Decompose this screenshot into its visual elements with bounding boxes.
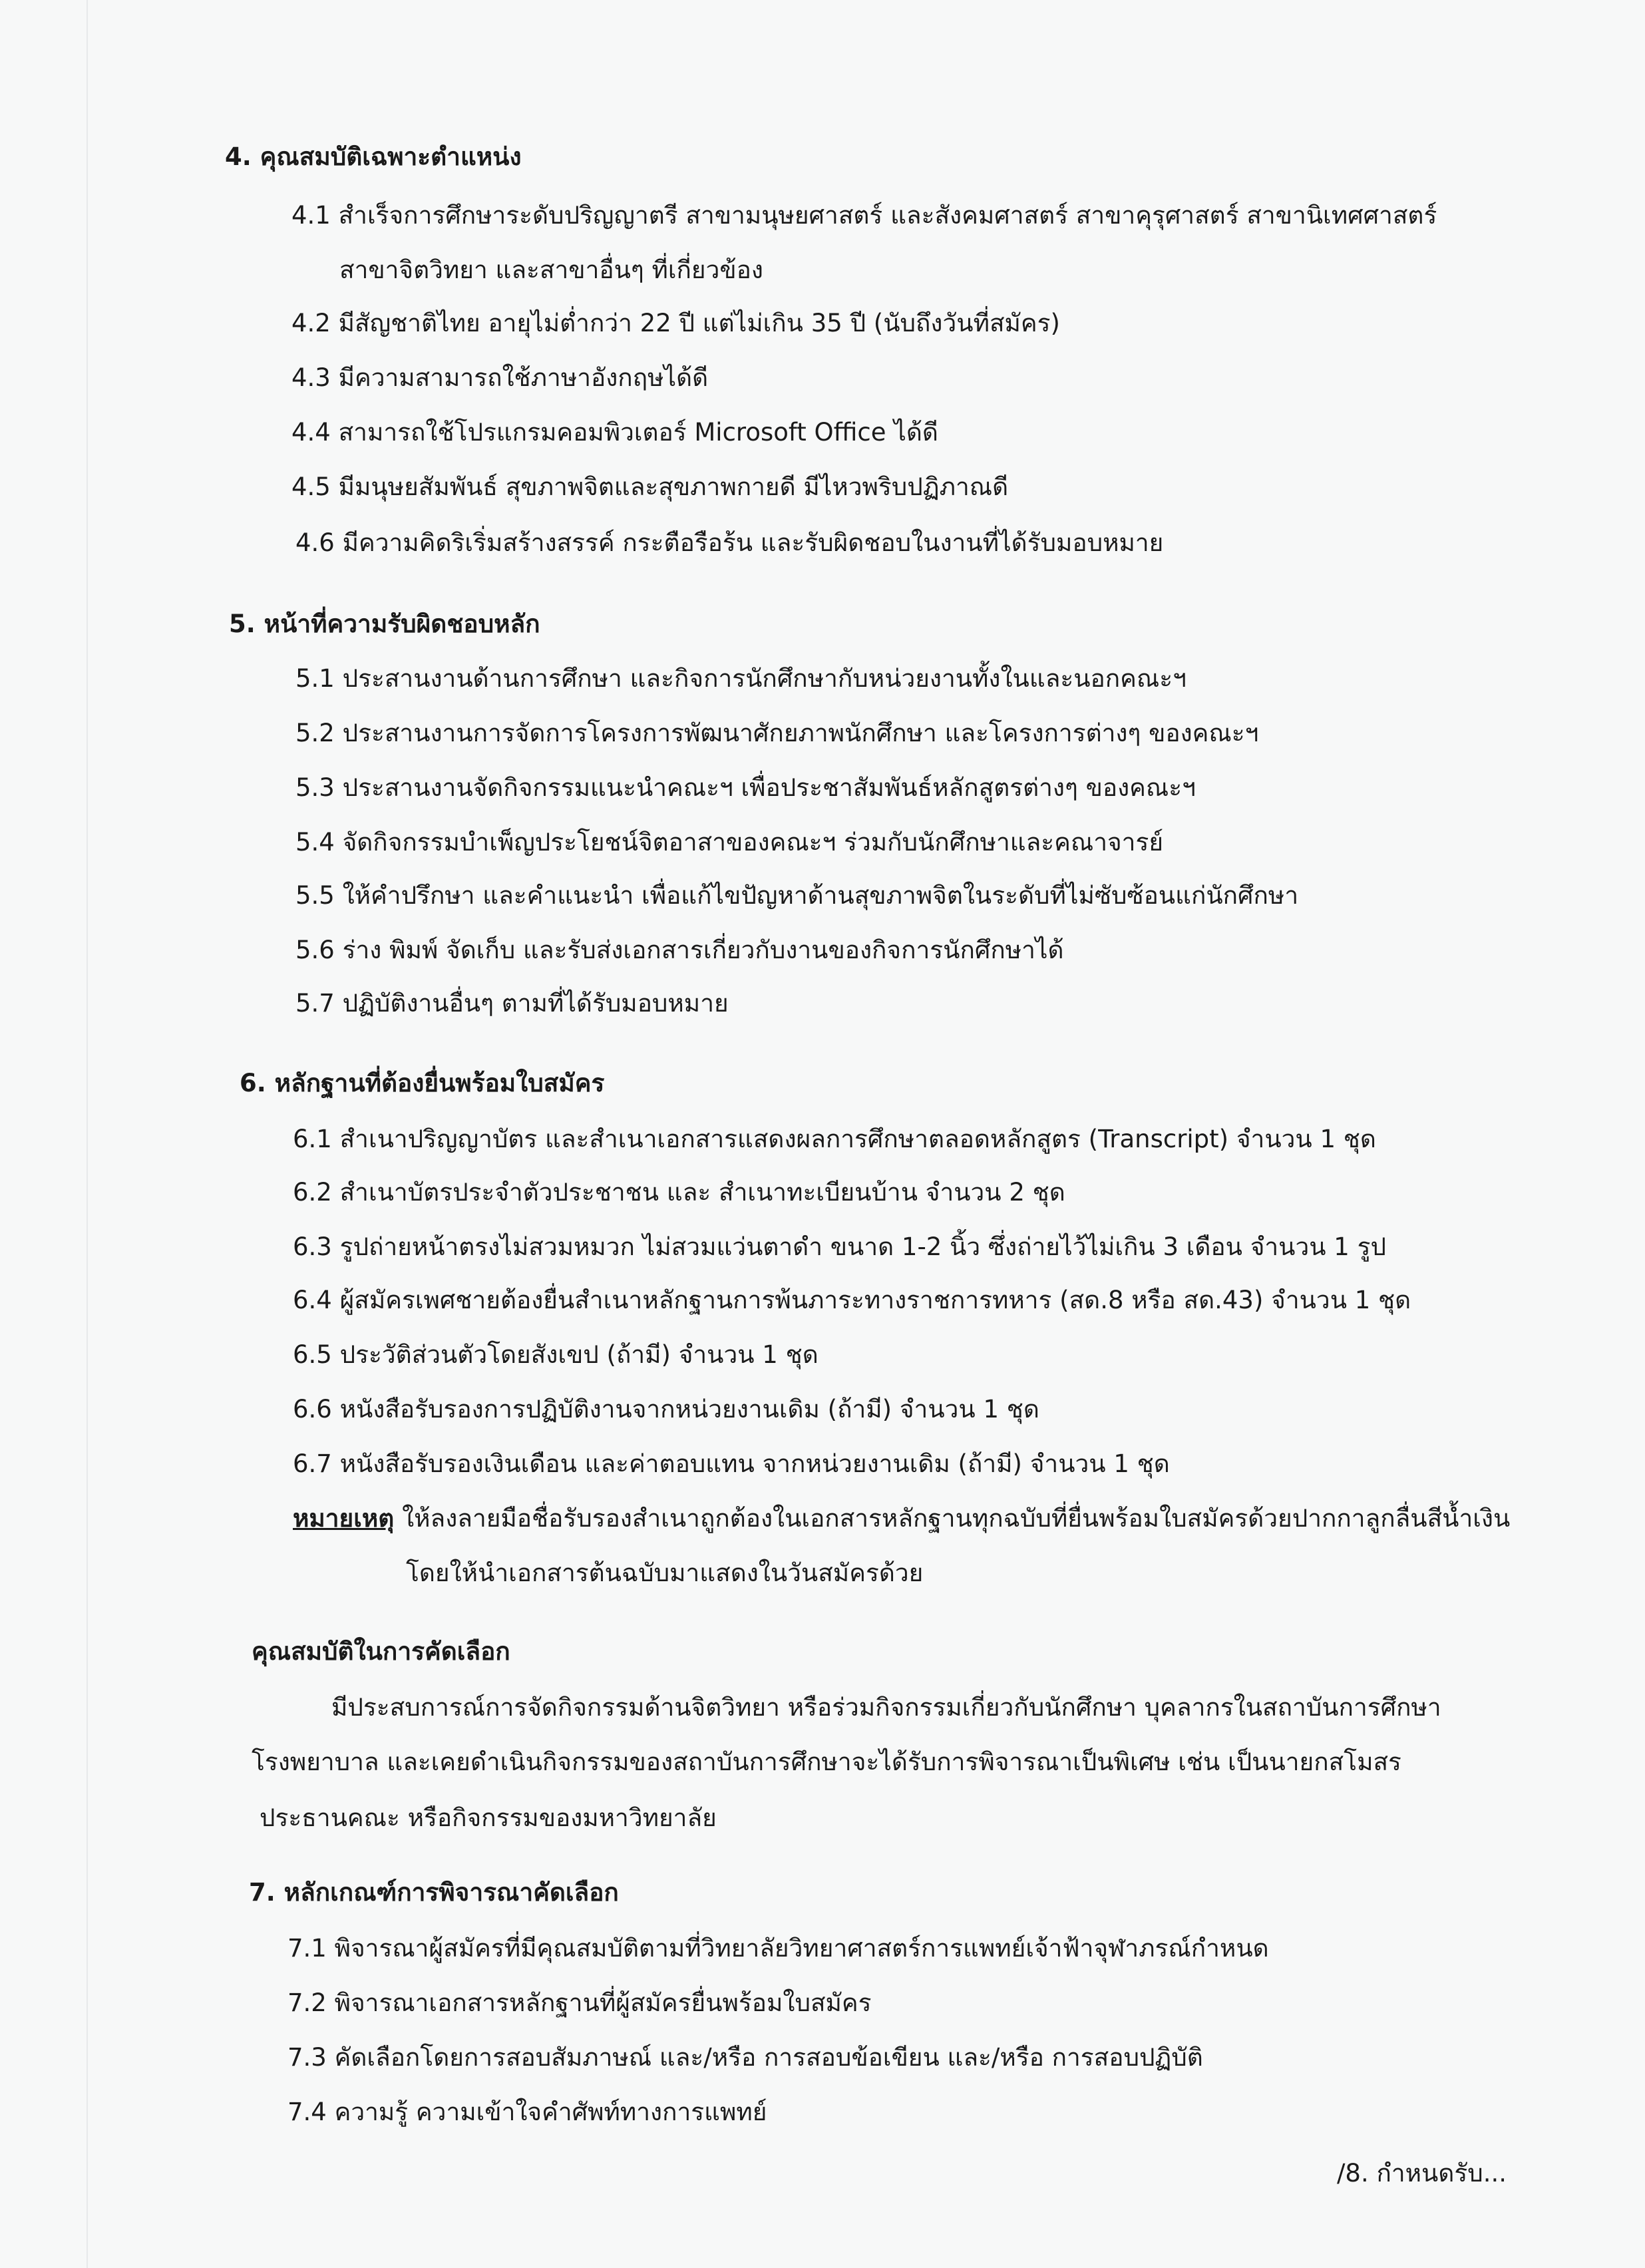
item-7-4: 7.4 ความรู้ ความเข้าใจคำศัพท์ทางการแพทย์: [287, 2098, 767, 2126]
item-7-1: 7.1 พิจารณาผู้สมัครที่มีคุณสมบัติตามที่วิทยาลัยวิทยาศาสตร์การแพทย์เจ้าฟ้าจุฬาภรณ์กำหนด: [287, 1934, 1269, 1963]
item-6-2: 6.2 สำเนาบัตรประจำตัวประชาชน และ สำเนาทะเบียนบ้าน จำนวน 2 ชุด: [293, 1178, 1065, 1207]
note-line-2: โดยให้นำเอกสารต้นฉบับมาแสดงในวันสมัครด้วย: [406, 1559, 924, 1587]
note-label: หมายเหตุ: [293, 1504, 395, 1533]
note-text: ให้ลงลายมือชื่อรับรองสำเนาถูกต้องในเอกสารหลักฐานทุกฉบับที่ยื่นพร้อมใบสมัครด้วยปากกาลูกลื่นสีน้ำเงิน: [394, 1504, 1511, 1533]
item-6-6: 6.6 หนังสือรับรองการปฏิบัติงานจากหน่วยงานเดิม (ถ้ามี) จำนวน 1 ชุด: [293, 1395, 1039, 1423]
continuation-marker: /8. กำหนดรับ...: [1336, 2159, 1507, 2187]
item-4-3: 4.3 มีความสามารถใช้ภาษาอังกฤษได้ดี: [291, 363, 709, 392]
selection-line-1: มีประสบการณ์การจัดกิจกรรมด้านจิตวิทยา หรือร่วมกิจกรรมเกี่ยวกับนักศึกษา บุคลากรในสถาบันการศึกษา: [331, 1693, 1441, 1722]
item-4-6: 4.6 มีความคิดริเริ่มสร้างสรรค์ กระตือรือร้น และรับผิดชอบในงานที่ได้รับมอบหมาย: [295, 528, 1164, 557]
item-4-4: 4.4 สามารถใช้โปรแกรมคอมพิวเตอร์ Microsoft Office ได้ดี: [291, 418, 938, 447]
section-5-heading: 5. หน้าที่ความรับผิดชอบหลัก: [229, 610, 540, 638]
selection-line-3: ประธานคณะ หรือกิจกรรมของมหาวิทยาลัย: [260, 1803, 717, 1832]
item-6-3: 6.3 รูปถ่ายหน้าตรงไม่สวมหมวก ไม่สวมแว่นตาดำ ขนาด 1-2 นิ้ว ซึ่งถ่ายไว้ไม่เกิน 3 เดือน จำนวน 1 รูป: [293, 1232, 1386, 1261]
item-7-3: 7.3 คัดเลือกโดยการสอบสัมภาษณ์ และ/หรือ การสอบข้อเขียน และ/หรือ การสอบปฏิบัติ: [287, 2043, 1203, 2072]
item-6-4: 6.4 ผู้สมัครเพศชายต้องยื่นสำเนาหลักฐานการพ้นภาระทางราชการทหาร (สด.8 หรือ สด.43) จำนวน 1 ชุด: [293, 1286, 1411, 1314]
item-4-2: 4.2 มีสัญชาติไทย อายุไม่ต่ำกว่า 22 ปี แต่ไม่เกิน 35 ปี (นับถึงวันที่สมัคร): [291, 309, 1060, 337]
item-4-1-cont: สาขาจิตวิทยา และสาขาอื่นๆ ที่เกี่ยวข้อง: [339, 256, 763, 284]
selection-line-2: โรงพยาบาล และเคยดำเนินกิจกรรมของสถาบันการศึกษาจะได้รับการพิจารณาเป็นพิเศษ เช่น เป็นนายกสโมสร: [252, 1748, 1401, 1776]
item-4-1: 4.1 สำเร็จการศึกษาระดับปริญญาตรี สาขามนุษยศาสตร์ และสังคมศาสตร์ สาขาคุรุศาสตร์ สาขานิเทศศาสตร์: [291, 201, 1437, 230]
item-5-7: 5.7 ปฏิบัติงานอื่นๆ ตามที่ได้รับมอบหมาย: [295, 989, 729, 1018]
note-line-1: [293, 1499, 1510, 1539]
item-7-2: 7.2 พิจารณาเอกสารหลักฐานที่ผู้สมัครยื่นพร้อมใบสมัคร: [287, 1988, 872, 2017]
item-5-6: 5.6 ร่าง พิมพ์ จัดเก็บ และรับส่งเอกสารเกี่ยวกับงานของกิจการนักศึกษาได้: [295, 936, 1064, 964]
item-5-4: 5.4 จัดกิจกรรมบำเพ็ญประโยชน์จิตอาสาของคณะฯ ร่วมกับนักศึกษาและคณาจารย์: [295, 828, 1164, 856]
item-5-5: 5.5 ให้คำปรึกษา และคำแนะนำ เพื่อแก้ไขปัญหาด้านสุขภาพจิตในระดับที่ไม่ซับซ้อนแก่นักศึกษา: [295, 881, 1299, 910]
item-6-7: 6.7 หนังสือรับรองเงินเดือน และค่าตอบแทน จากหน่วยงานเดิม (ถ้ามี) จำนวน 1 ชุด: [293, 1449, 1170, 1478]
selection-heading: คุณสมบัติในการคัดเลือก: [252, 1637, 510, 1666]
section-4-heading: 4. คุณสมบัติเฉพาะตำแหน่ง: [225, 142, 522, 171]
page-edge: [87, 0, 88, 2268]
section-6-heading: 6. หลักฐานที่ต้องยื่นพร้อมใบสมัคร: [240, 1069, 605, 1097]
item-6-5: 6.5 ประวัติส่วนตัวโดยสังเขป (ถ้ามี) จำนวน 1 ชุด: [293, 1340, 819, 1369]
item-4-5: 4.5 มีมนุษยสัมพันธ์ สุขภาพจิตและสุขภาพกายดี มีไหวพริบปฏิภาณดี: [291, 472, 1009, 501]
item-5-1: 5.1 ประสานงานด้านการศึกษา และกิจการนักศึกษากับหน่วยงานทั้งในและนอกคณะฯ: [295, 664, 1187, 693]
item-5-3: 5.3 ประสานงานจัดกิจกรรมแนะนำคณะฯ เพื่อประชาสัมพันธ์หลักสูตรต่างๆ ของคณะฯ: [295, 773, 1196, 802]
item-5-2: 5.2 ประสานงานการจัดการโครงการพัฒนาศักยภาพนักศึกษา และโครงการต่างๆ ของคณะฯ: [295, 719, 1259, 747]
item-6-1: 6.1 สำเนาปริญญาบัตร และสำเนาเอกสารแสดงผลการศึกษาตลอดหลักสูตร (Transcript) จำนวน 1 ชุด: [293, 1125, 1376, 1153]
section-7-heading: 7. หลักเกณฑ์การพิจารณาคัดเลือก: [249, 1878, 619, 1907]
